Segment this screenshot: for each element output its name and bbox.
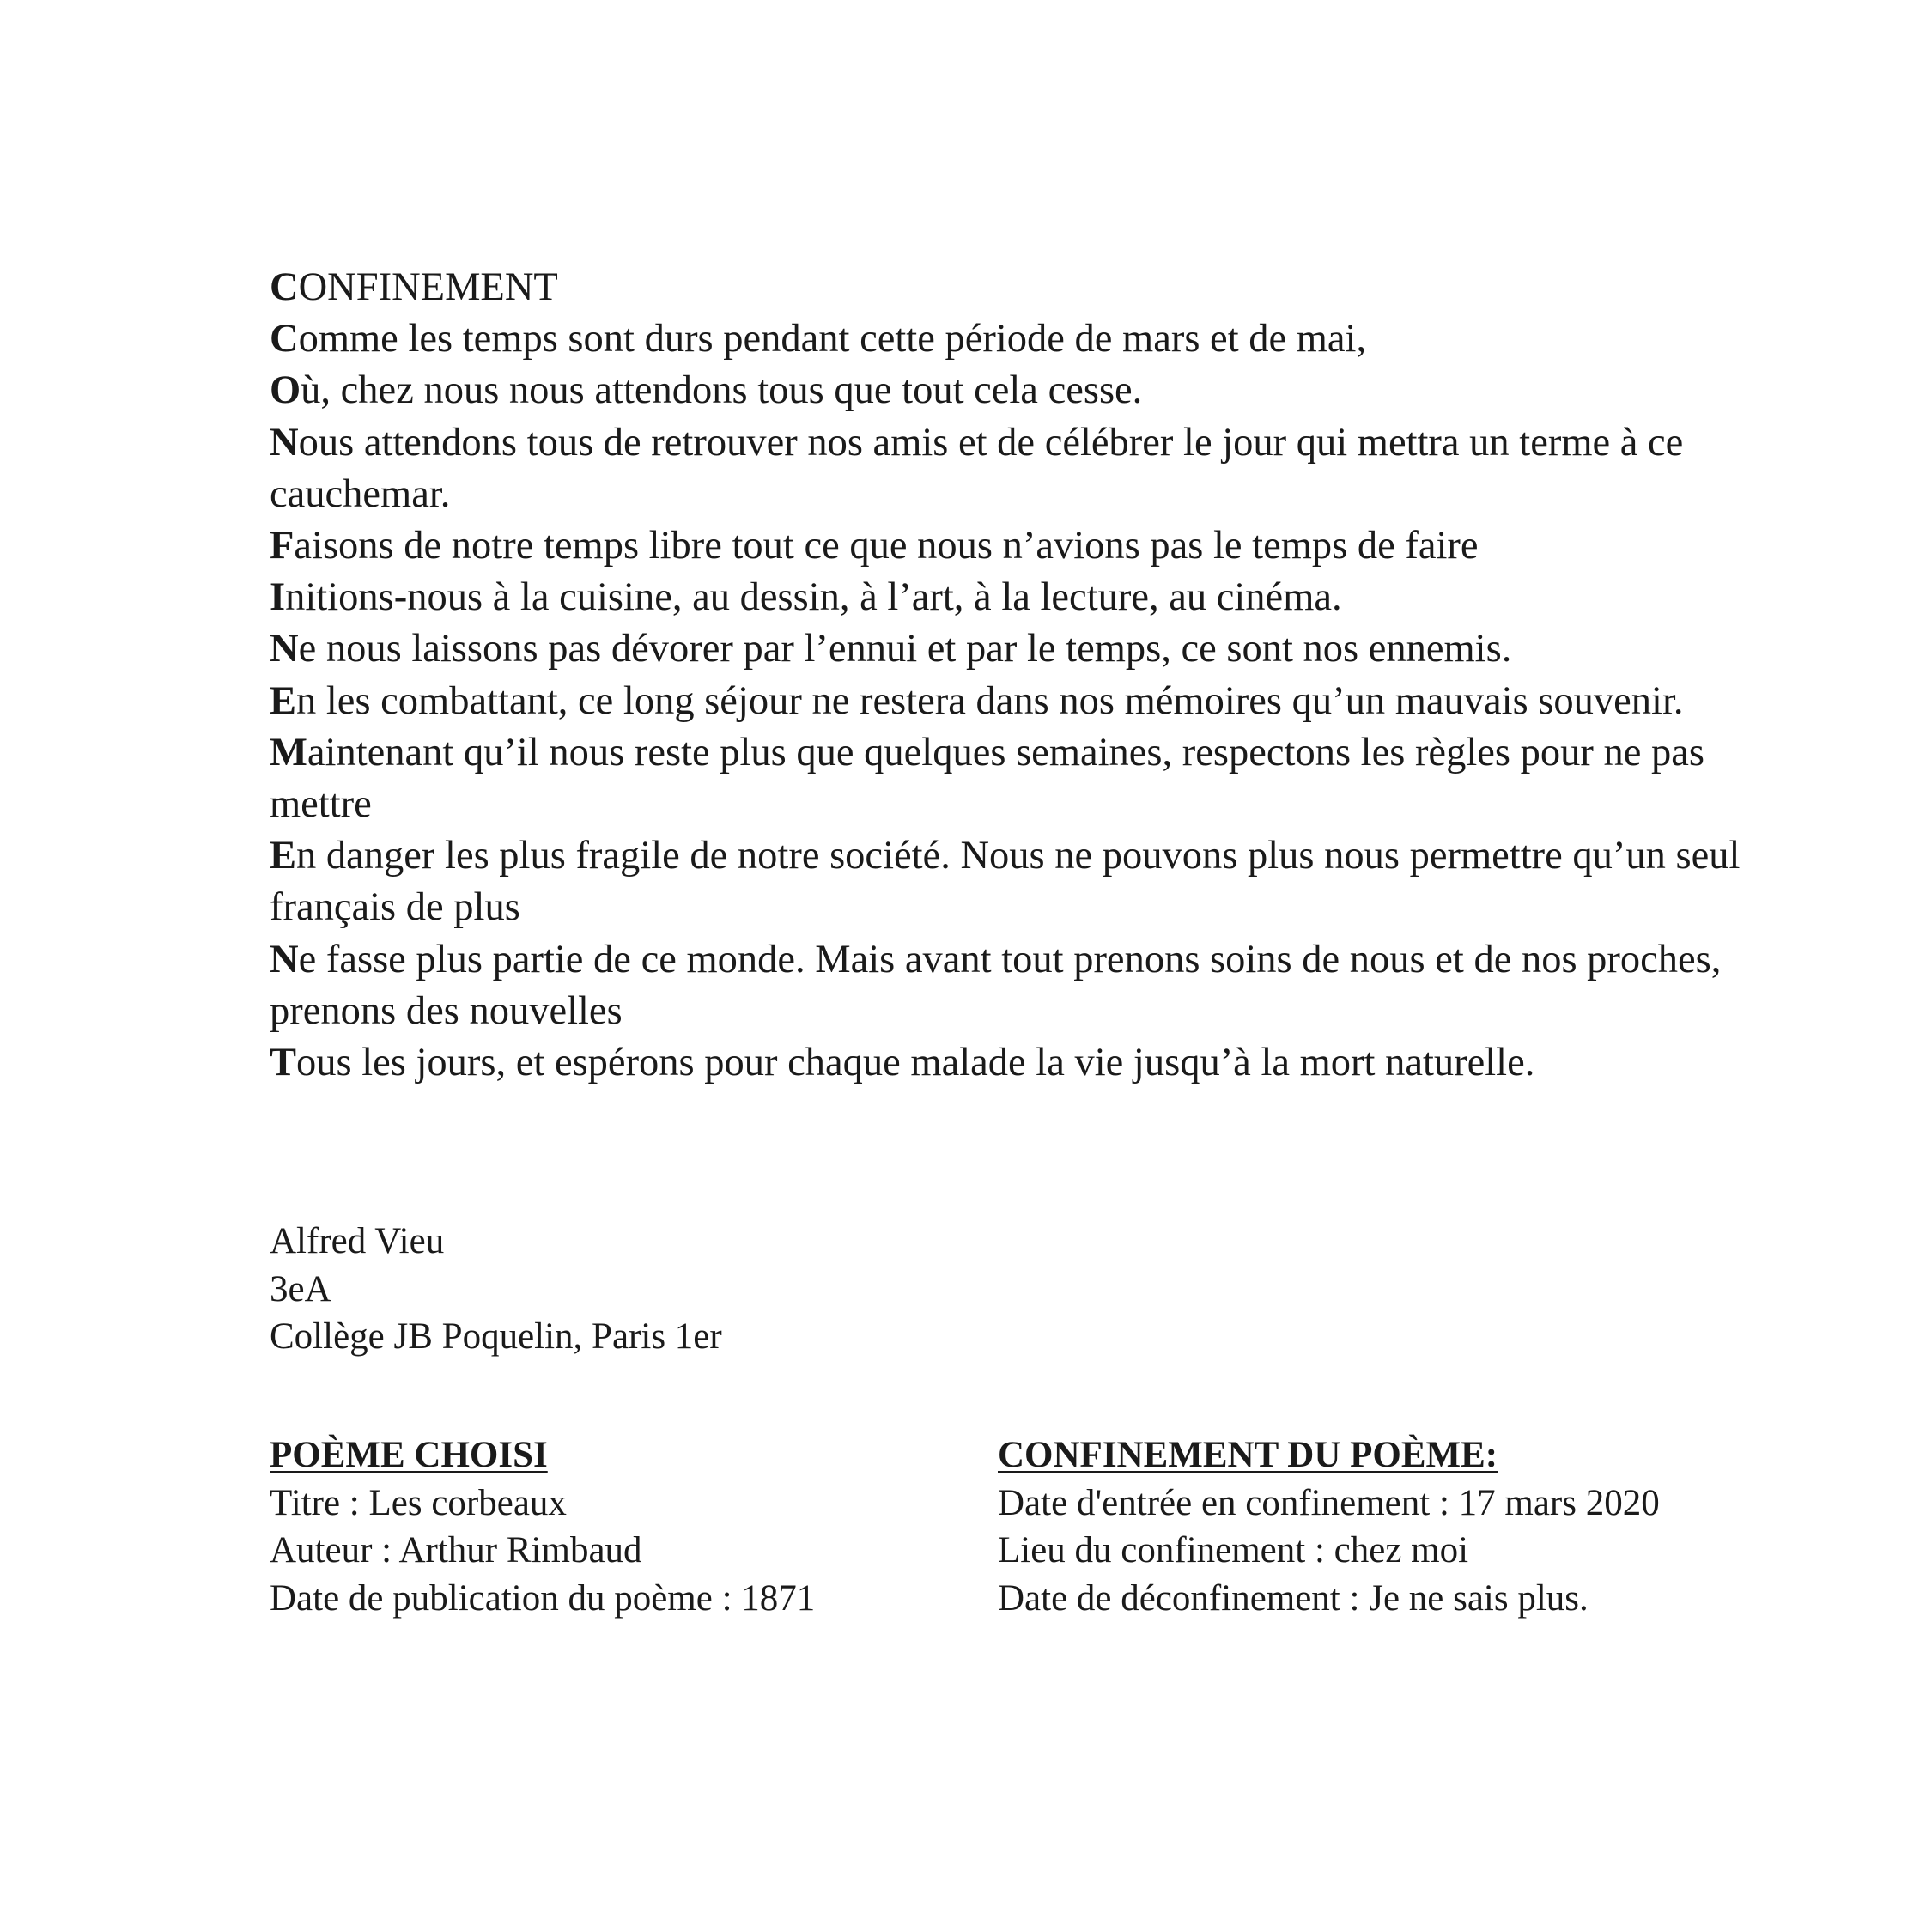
- confinement-exit-date: Date de déconfinement : Je ne sais plus.: [998, 1577, 1589, 1619]
- poem-line-initial: T: [270, 1041, 297, 1085]
- poem-line-text: e fasse plus partie de ce monde. Mais avant tout prenons soins de nous et de nos proches, prenons des nouvelles: [270, 937, 1722, 1033]
- poem-line: [270, 934, 1747, 1037]
- poem-line: [270, 520, 1747, 572]
- author-name: Alfred Vieu: [270, 1221, 445, 1261]
- chosen-poem-heading: POÈME CHOISI: [270, 1435, 548, 1475]
- author-class: 3eA: [270, 1268, 331, 1309]
- poem-line: [270, 676, 1747, 727]
- confinement-section: [998, 1431, 1660, 1622]
- poem-line-text: e nous laissons pas dévorer par l’ennui et par le temps, ce sont nos ennemis.: [298, 627, 1512, 671]
- poem-line-text: ous les jours, et espérons pour chaque malade la vie jusqu’à la mort naturelle.: [296, 1041, 1535, 1085]
- poem-line-text: omme les temps sont durs pendant cette période de mars et de mai,: [298, 317, 1367, 361]
- poem-line: [270, 365, 1747, 416]
- poem-line-initial: C: [270, 317, 299, 361]
- poem-line: [270, 313, 1747, 365]
- poem-line: [270, 623, 1747, 675]
- poem-line-initial: M: [270, 730, 307, 775]
- author-school: Collège JB Poquelin, Paris 1er: [270, 1316, 722, 1357]
- poem-line-text: ous attendons tous de retrouver nos amis et de célébrer le jour qui mettra un terme à ce cauchemar.: [270, 420, 1684, 516]
- poem-line-initial: N: [270, 937, 299, 981]
- poem-line-initial: N: [270, 627, 299, 671]
- poem-line-initial: I: [270, 575, 286, 620]
- poem-line: [270, 1037, 1747, 1089]
- poem-line-initial: O: [270, 368, 301, 413]
- author-signature: [270, 1218, 722, 1361]
- poem-line-text: nitions-nous à la cuisine, au dessin, à l’art, à la lecture, au cinéma.: [285, 575, 1342, 620]
- poem-line-initial: E: [270, 834, 297, 878]
- poem-title-initial: C: [270, 265, 299, 309]
- chosen-poem-publication-date: Date de publication du poème : 1871: [270, 1577, 816, 1619]
- chosen-poem-title: Titre : Les corbeaux: [270, 1482, 567, 1523]
- poem-line-text: aisons de notre temps libre tout ce que nous n’avions pas le temps de faire: [294, 524, 1479, 568]
- poem-line: [270, 727, 1747, 830]
- poem-line: [270, 572, 1747, 623]
- poem-line-initial: F: [270, 524, 295, 568]
- poem: [270, 262, 1747, 1089]
- poem-line-text: aintenant qu’il nous reste plus que quelques semaines, respectons les règles pour ne pas mettre: [270, 730, 1704, 827]
- poem-line-text: n danger les plus fragile de notre société. Nous ne pouvons plus nous permettre qu’un seul français de plus: [270, 834, 1741, 930]
- chosen-poem-author: Auteur : Arthur Rimbaud: [270, 1530, 642, 1571]
- poem-line-initial: N: [270, 420, 299, 465]
- confinement-entry-date: Date d'entrée en confinement : 17 mars 2020: [998, 1482, 1660, 1523]
- confinement-location: Lieu du confinement : chez moi: [998, 1530, 1469, 1571]
- poem-line: [270, 417, 1747, 520]
- poem-title: [270, 262, 1747, 313]
- poem-line-initial: E: [270, 678, 297, 723]
- poem-line-text: ù, chez nous nous attendons tous que tout cela cesse.: [301, 368, 1143, 413]
- poem-title-rest: ONFINEMENT: [298, 265, 558, 309]
- poem-line: [270, 830, 1747, 933]
- confinement-heading: CONFINEMENT DU POÈME:: [998, 1435, 1498, 1475]
- poem-line-text: n les combattant, ce long séjour ne restera dans nos mémoires qu’un mauvais souvenir.: [296, 678, 1684, 723]
- chosen-poem-section: [270, 1431, 815, 1622]
